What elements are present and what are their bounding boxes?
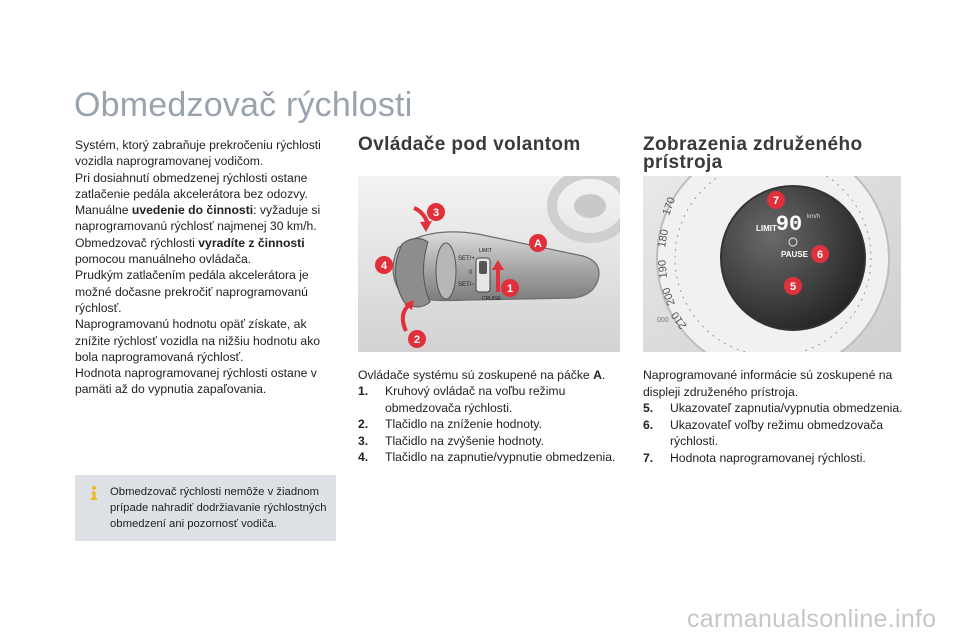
dial-number: 210: [669, 309, 690, 332]
section-heading-controls: Ovládače pod volantom: [358, 134, 581, 155]
paragraph: Manuálne uvedenie do činnosti: vyžaduje si naprogramovanú rýchlosť najmenej 30 km/h.: [75, 203, 321, 234]
marker-5: [784, 277, 802, 295]
svg-text:A: A: [534, 238, 542, 250]
label-set-minus: SET/−: [458, 282, 475, 288]
paragraph: Prudkým zatlačením pedála akcelerátora je možné dočasne prekročiť naprogramovanú rýchlosť.: [75, 268, 309, 315]
controls-intro: Ovládače systému sú zoskupené na páčke A.: [358, 368, 606, 382]
limit-label: LIMIT: [756, 224, 777, 233]
marker-3: [427, 203, 445, 221]
speed-unit: km/h: [807, 214, 821, 220]
speed-value: 90: [775, 212, 803, 237]
note-text: Obmedzovač rýchlosti nemôže v žiadnom prípade nahradiť dodržiavanie rýchlostných obmedzení ani pozornosť vodiča.: [110, 486, 327, 531]
list-item: 7. Hodnota naprogramovanej rýchlosti.: [643, 450, 866, 465]
pause-label: PAUSE: [781, 250, 808, 259]
cluster-list: [643, 400, 905, 466]
dial-number: 170: [660, 195, 679, 218]
marker-7: [767, 191, 785, 209]
svg-text:2: 2: [413, 334, 421, 346]
label-zero: 0: [469, 270, 473, 276]
marker-4: [375, 256, 393, 274]
marker-a: [529, 234, 547, 252]
svg-text:4: 4: [380, 260, 388, 272]
paragraph: Naprogramovanú hodnotu opäť získate, ak znížite rýchlosť vozidla na nižšiu hodnotu ako bola naprogramovaná rýchlosť.: [75, 317, 321, 364]
dial-number: 180: [656, 228, 672, 249]
info-icon: [86, 485, 102, 501]
label-limit: LIMIT: [479, 248, 492, 254]
info-note: [75, 475, 336, 541]
list-item: 2. Tlačidlo na zníženie hodnoty.: [358, 417, 542, 431]
section-heading-cluster: Zobrazenia združeného prístroja: [643, 134, 863, 173]
paragraph: Obmedzovač rýchlosti vyradíte z činnosti pomocou manuálneho ovládača.: [75, 235, 305, 267]
paragraph: Hodnota naprogramovanej rýchlosti ostane v pamäti až do vypnutia zapaľovania.: [75, 366, 317, 397]
marker-2: [408, 330, 426, 348]
svg-text:3: 3: [432, 207, 440, 219]
svg-text:1: 1: [506, 283, 514, 295]
list-item: 6. Ukazovateľ voľby režimu obmedzovača rýchlosti.: [643, 417, 884, 448]
marker-1: [501, 279, 519, 297]
dial-number: 190: [656, 259, 670, 279]
instrument-cluster-illustration: [643, 176, 901, 352]
intro-text: [75, 137, 337, 398]
list-item: 4. Tlačidlo na zapnutie/vypnutie obmedzenia.: [358, 450, 616, 464]
paragraph: Pri dosiahnutí obmedzenej rýchlosti ostane zatlačenie pedála akcelerátora bez odozvy.: [75, 170, 308, 201]
svg-text:7: 7: [772, 195, 780, 207]
odometer: 000: [657, 317, 669, 324]
dial-number: 200: [660, 285, 678, 308]
steering-controls-illustration: [358, 176, 620, 352]
page-title: Obmedzovač rýchlosti: [74, 86, 413, 124]
svg-text:5: 5: [789, 281, 797, 293]
watermark: carmanualsonline.info: [687, 605, 937, 633]
paragraph: Systém, ktorý zabraňuje prekročeniu rýchlosti vozidla naprogramovanej vodičom.: [75, 138, 321, 169]
list-item: 5. Ukazovateľ zapnutia/vypnutia obmedzenia.: [643, 401, 903, 415]
cluster-intro: Naprogramované informácie sú zoskupené na displeji združeného prístroja.: [643, 368, 893, 399]
label-cruise: CRUISE: [482, 296, 501, 302]
list-item: 1. Kruhový ovládač na voľbu režimu obmedzovača rýchlosti.: [358, 384, 566, 415]
label-set-plus: SET/+: [458, 256, 475, 262]
list-item: 3. Tlačidlo na zvýšenie hodnoty.: [358, 433, 544, 448]
svg-text:6: 6: [816, 249, 824, 261]
controls-list: [358, 383, 620, 466]
marker-6: [811, 245, 829, 263]
